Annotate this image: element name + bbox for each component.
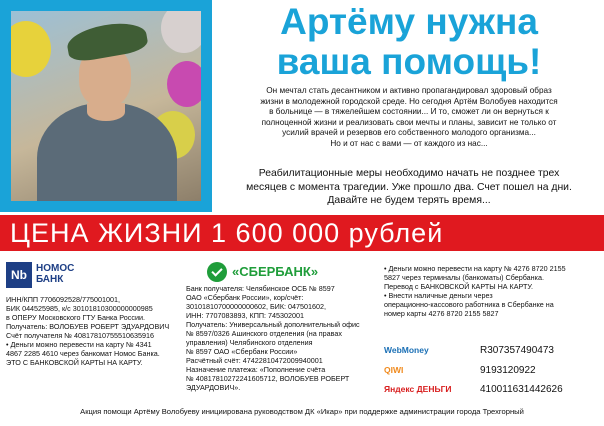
nomos-detail-line: • Деньги можно перевести на карту № 4341 xyxy=(6,340,152,349)
sber-detail-line: № 8597 ОАО «Сбербанк России» xyxy=(186,347,298,356)
price-text: ЦЕНА ЖИЗНИ 1 600 000 рублей xyxy=(10,218,444,248)
nomos-name-line: НОМОС xyxy=(36,263,75,274)
qiwi-logo: QIWI xyxy=(384,365,404,375)
nomos-bank-name xyxy=(36,263,74,285)
nomos-name-line: БАНК xyxy=(36,274,64,285)
yandex-money-number: 410011631442626 xyxy=(480,384,563,395)
price-banner xyxy=(0,215,604,251)
sberbank-logo-icon xyxy=(207,262,227,282)
sber-detail-line: ОАО «Сбербанк России», кор/счёт: xyxy=(186,293,304,302)
nomos-detail-line: в ОПЕРУ Московского ГТУ Банка России. xyxy=(6,313,145,322)
sber-detail-line: Банк получателя: Челябинское ОСБ № 8597 xyxy=(186,284,335,293)
webmoney-logo: WebMoney xyxy=(384,345,429,355)
call-line: Реабилитационные меры необходимо начать не позднее трех xyxy=(258,168,560,179)
sber-detail-line: Получатель: Универсальный дополнительный офис xyxy=(186,320,360,329)
card-info-line: • Деньги можно перевести на карту № 4276 8720 2155 xyxy=(384,264,600,273)
sber-detail-line: № 8597/0326 Ашинского отделения (на правах xyxy=(186,329,342,338)
sberbank-name: «СБЕРБАНК» xyxy=(232,264,319,279)
sber-detail-line: ЭДУАРДОВИЧ». xyxy=(186,383,241,392)
headline-line-2: ваша помощь! xyxy=(276,41,542,82)
sber-detail-line: № 40817810272241605712, ВОЛОБУЕВ РОБЕРТ xyxy=(186,374,350,383)
story-line: полноценной жизни и реализовать свои мечты и планы, зависит не только от xyxy=(261,117,557,127)
nomos-detail-line: БИК 044525985, к/с 30101810300000000985 xyxy=(6,304,153,313)
sber-detail-line: управления) Челябинского отделения xyxy=(186,338,313,347)
story-text xyxy=(216,86,602,149)
story-line: Но и от нас с вами — от каждого из нас... xyxy=(330,138,488,148)
qiwi-number: 9193120922 xyxy=(480,365,536,376)
card-transfer-info xyxy=(384,264,600,318)
story-line: жизни в молодежной городской среде. Но сегодня Артём Волобуев находится xyxy=(260,96,558,106)
story-line: усилий врачей и резервов его собственного молодого организма... xyxy=(282,128,536,137)
story-line: в больнице — в тяжелейшем состоянии... И то, сможет ли он вернуться к xyxy=(269,107,549,116)
nomos-detail-line: 4867 2285 4610 через банкомат Номос Банка. xyxy=(6,349,160,358)
story-line: Он мечтал стать десантником и активно пропагандировал здоровый образ xyxy=(266,86,552,95)
sberbank-details xyxy=(186,284,382,392)
call-line: Давайте не будем терять время... xyxy=(327,195,491,206)
nomos-logo: Nb xyxy=(6,262,32,288)
footer-note: Акция помощи Артёму Волобуеву инициирована руководством ДК «Икар» при поддержке администрации города Трехгорный xyxy=(80,407,524,416)
sber-detail-line: ИНН: 7707083893, КПП: 745302001 xyxy=(186,311,304,320)
headline xyxy=(214,2,604,82)
sber-detail-line: Расчётный счёт: 47422810472009940001 xyxy=(186,356,323,365)
artem-photo xyxy=(0,0,212,212)
card-info-line: номер карты 4276 8720 2155 5827 xyxy=(384,309,499,318)
nomos-detail-line: Получатель: ВОЛОБУЕВ РОБЕРТ ЭДУАРДОВИЧ xyxy=(6,322,170,331)
call-to-action xyxy=(216,167,602,208)
sber-detail-line: 30101810700000000602, БИК: 047501602, xyxy=(186,302,326,311)
headline-line-1: Артёму нужна xyxy=(280,1,538,42)
nomos-detail-line: ИНН/КПП 7706092528/775001001, xyxy=(6,295,121,304)
nomos-detail-line: Счёт получателя № 40817810755510635916 xyxy=(6,331,154,340)
webmoney-number: R307357490473 xyxy=(480,345,554,356)
call-line: месяцев с момента трагедии. Уже прошло два. Счет пошел на дни. xyxy=(246,181,572,193)
card-info-line: Перевод с БАНКОВСКОЙ КАРТЫ НА КАРТУ. xyxy=(384,282,533,291)
nomos-detail-line: ЭТО С БАНКОВСКОЙ КАРТЫ НА КАРТУ. xyxy=(6,358,143,367)
sber-detail-line: Назначение платежа: «Пополнение счёта xyxy=(186,365,326,374)
nomos-details xyxy=(6,295,192,367)
card-info-line: • Внести наличные деньги через xyxy=(384,291,600,300)
card-info-line: операционно-кассового работника в Сбербанке на xyxy=(384,300,554,309)
yandex-money-logo: Яндекс ДЕНЬГИ xyxy=(384,384,452,394)
card-info-line: 5827 через терминалы (банкоматы) Сбербанка. xyxy=(384,273,544,282)
